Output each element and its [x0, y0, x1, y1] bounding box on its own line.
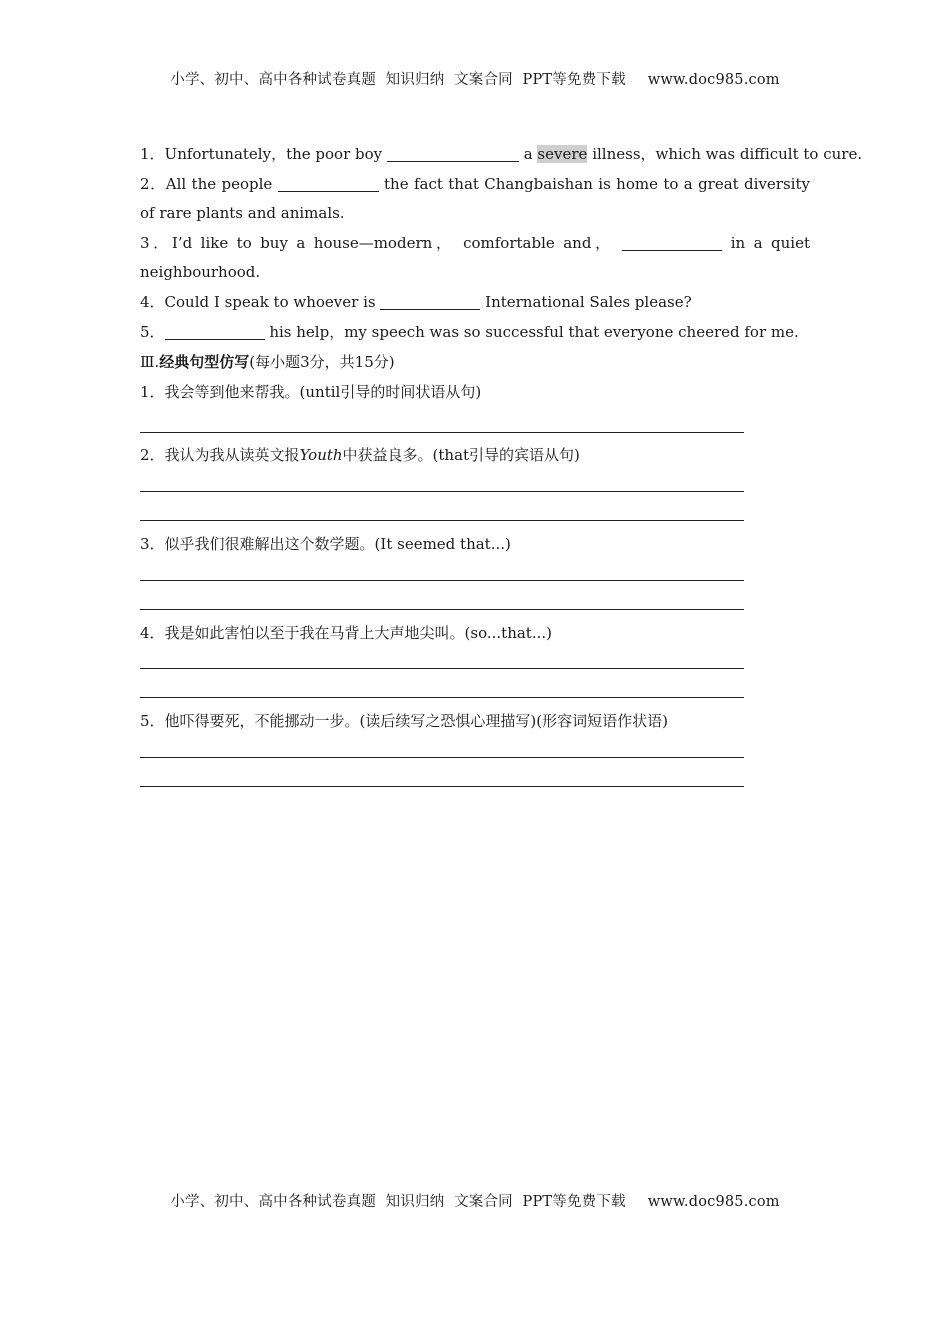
- question-text: 中获益良多。(that引导的宾语从句): [342, 446, 580, 464]
- worksheet-content: [140, 140, 863, 408]
- answer-line[interactable]: [140, 668, 744, 669]
- question-text: 似乎我们很难解出这个数学题。(It seemed that...): [164, 535, 511, 553]
- question-number: 5．: [140, 712, 165, 730]
- answer-line[interactable]: [140, 757, 744, 758]
- question-text: in a quiet neighbourhood.: [140, 234, 811, 281]
- question-text: the fact that Changbaishan is home to a great diversity of rare plants and animals.: [140, 175, 810, 222]
- section-score: (每小题3分，共15分): [249, 353, 395, 371]
- question-number: 2．: [140, 175, 166, 193]
- highlighted-word: severe: [537, 145, 588, 163]
- question-text: his help，my speech was so successful that everyone cheered for me.: [269, 323, 799, 341]
- question-fill-1: [140, 140, 863, 170]
- imitation-question-4: [140, 619, 810, 649]
- question-text: 我会等到他来帮我。(until引导的时间状语从句): [164, 383, 482, 401]
- answer-line[interactable]: [140, 520, 744, 521]
- question-text: Unfortunately，the poor boy: [164, 145, 383, 163]
- question-text: 我是如此害怕以至于我在马背上大声地尖叫。(so...that...): [164, 624, 552, 642]
- answer-blank[interactable]: [622, 234, 722, 251]
- header-text: 小学、初中、高中各种试卷真题 知识归纳 文案合同 PPT等免费下载: [170, 72, 626, 88]
- question-fill-5: [140, 318, 810, 348]
- question-fill-4: [140, 288, 810, 318]
- newspaper-title: Youth: [299, 446, 343, 464]
- answer-line[interactable]: [140, 580, 744, 581]
- section-number: Ⅲ.: [140, 353, 160, 371]
- question-text: All the people: [165, 175, 273, 193]
- footer-url: www.doc985.com: [647, 1194, 780, 1210]
- question-number: 5．: [140, 323, 165, 341]
- answer-blank[interactable]: [165, 323, 265, 340]
- imitation-question-2: [140, 441, 810, 471]
- header-url: www.doc985.com: [647, 72, 780, 88]
- question-fill-3: [140, 229, 810, 287]
- question-text: International Sales please?: [485, 293, 692, 311]
- answer-line[interactable]: [140, 786, 744, 787]
- answer-blank[interactable]: [380, 293, 480, 310]
- question-number: 2．: [140, 446, 165, 464]
- question-number: 4．: [140, 293, 165, 311]
- question-number: 3．: [140, 234, 172, 252]
- question-text: I’d like to buy a house—modern， comfortable and，: [171, 234, 614, 252]
- question-text: 他吓得要死，不能挪动一步。(读后续写之恐惧心理描写)(形容词短语作状语): [164, 712, 668, 730]
- question-fill-2: [140, 170, 810, 228]
- imitation-question-1: [140, 378, 810, 408]
- section-heading: [140, 348, 810, 378]
- imitation-question-5: [140, 707, 810, 737]
- page-footer: [0, 1190, 950, 1211]
- page-header: [0, 68, 950, 89]
- question-text: Could I speak to whoever is: [164, 293, 376, 311]
- answer-blank[interactable]: [387, 145, 519, 162]
- question-text: 我认为我从读英文报: [164, 446, 300, 464]
- answer-blank[interactable]: [278, 175, 379, 192]
- answer-line[interactable]: [140, 609, 744, 610]
- answer-line[interactable]: [140, 491, 744, 492]
- question-number: 1．: [140, 383, 165, 401]
- answer-line[interactable]: [140, 697, 744, 698]
- question-number: 3．: [140, 535, 165, 553]
- question-text: illness，which was difficult to cure.: [592, 145, 863, 163]
- question-number: 4．: [140, 624, 165, 642]
- section-title: 经典句型仿写: [159, 353, 250, 371]
- footer-text: 小学、初中、高中各种试卷真题 知识归纳 文案合同 PPT等免费下载: [170, 1194, 626, 1210]
- answer-line[interactable]: [140, 432, 744, 433]
- question-text: a: [523, 145, 533, 163]
- question-number: 1．: [140, 145, 165, 163]
- imitation-question-3: [140, 530, 810, 560]
